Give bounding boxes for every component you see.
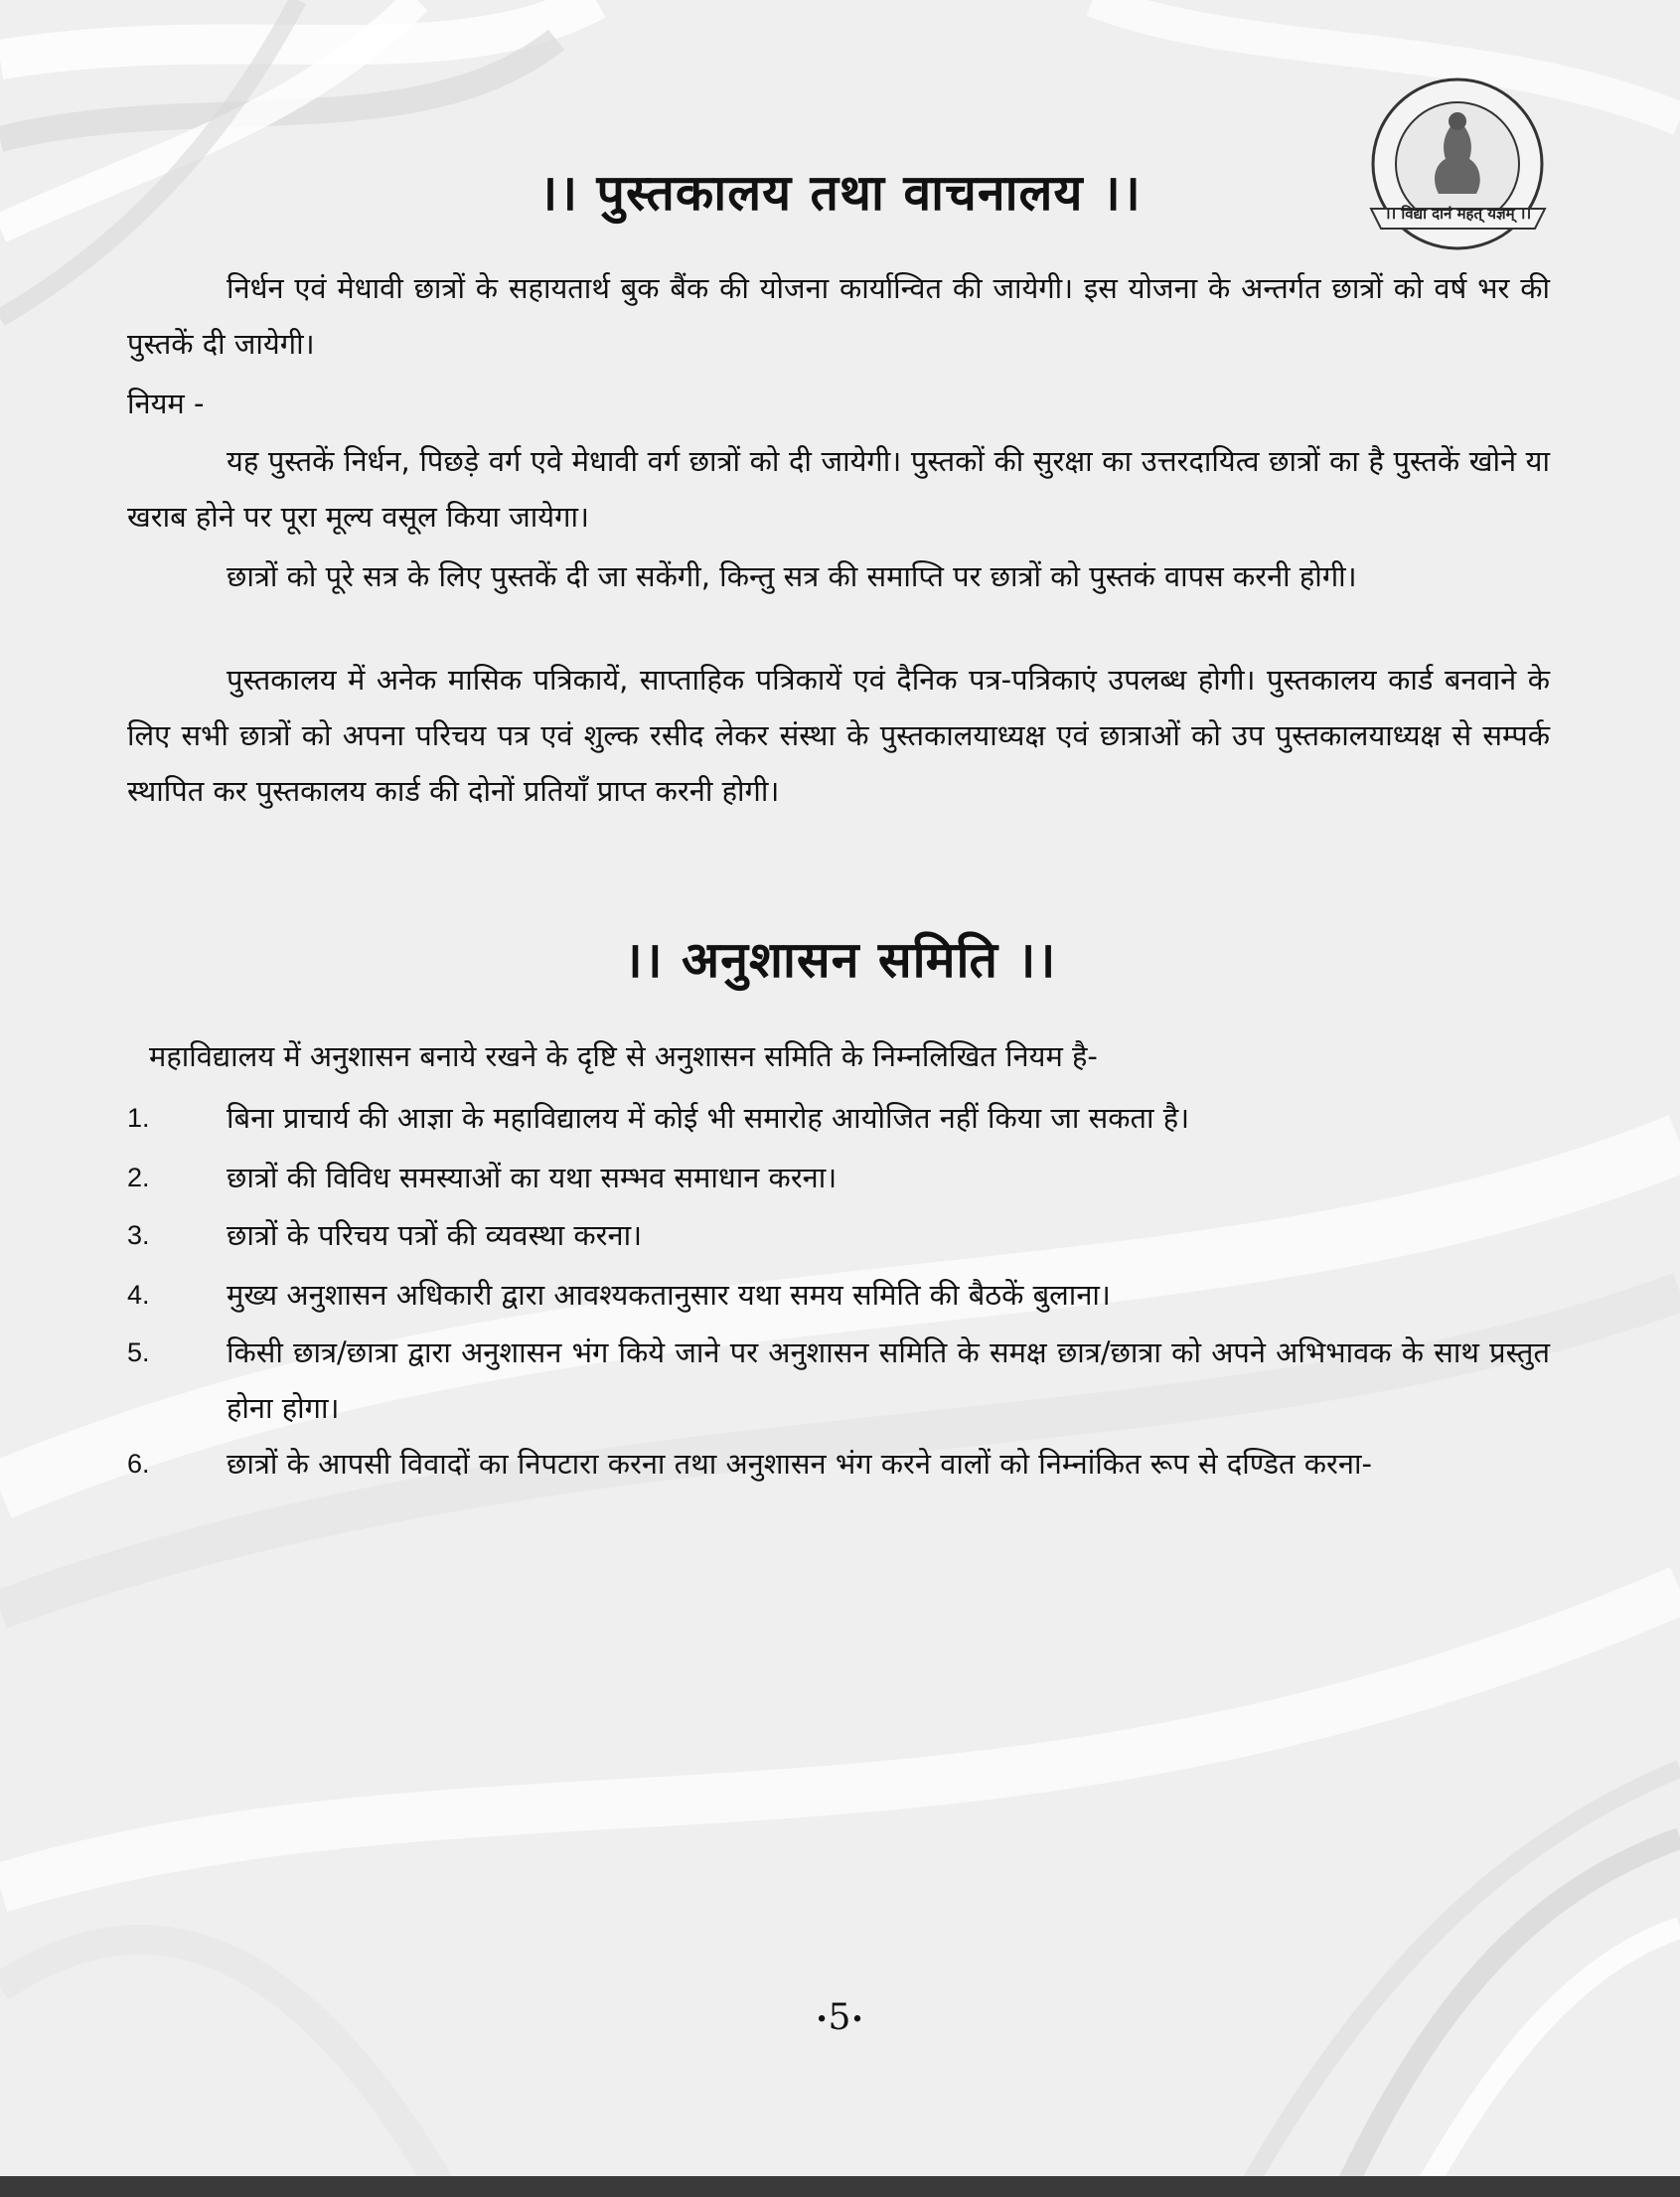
- list-item-text: छात्रों की विविध समस्याओं का यथा सम्भव समाधान करना।: [227, 1161, 838, 1194]
- list-item-number: 5.: [127, 1337, 150, 1367]
- library-rule-paragraph-1: यह पुस्तकें निर्धन, पिछड़े वर्ग एवे मेधावी वर्ग छात्रों को दी जायेगी। पुस्तकों की सुरक्षा का उत्तरदायित्व छात्रों का है पुस्तकें खोने या खराब होने पर पूरा मूल्य वसूल किया जायेगा।: [127, 444, 1550, 534]
- list-item: [127, 1436, 1550, 1547]
- list-item-number: 2.: [127, 1163, 150, 1192]
- list-item-number: 3.: [127, 1220, 150, 1250]
- list-item-number: 4.: [127, 1280, 150, 1310]
- library-intro-paragraph: निर्धन एवं मेधावी छात्रों के सहायतार्थ बुक बैंक की योजना कार्यान्वित की जायेगी। इस योजना के अन्तर्गत छात्रों को वर्ष भर की पुस्तकें दी जायेगी।: [127, 271, 1550, 361]
- page-number-right-dot: •: [850, 2007, 864, 2033]
- page-number-value: 5: [828, 1997, 851, 2038]
- page-number-left-dot: •: [815, 2007, 829, 2033]
- list-item-text: छात्रों के आपसी विवादों का निपटारा करना तथा अनुशासन भंग करने वालों को निम्नांकित रूप से दण्डित करना-: [227, 1447, 1372, 1481]
- list-item-text: मुख्य अनुशासन अधिकारी द्वारा आवश्यकतानुसार यथा समय समिति की बैठकें बुलाना।: [227, 1278, 1111, 1312]
- rules-label: नियम -: [127, 387, 205, 420]
- library-rule-paragraph-2: छात्रों को पूरे सत्र के लिए पुस्तकें दी जा सकेंगी, किन्तु सत्र की समाप्ति पर छात्रों को पुस्तकं वापस करनी होगी।: [227, 559, 1357, 593]
- discipline-section-heading: ।। अनुशासन समिति ।।: [623, 931, 1057, 989]
- list-item-number: 1.: [127, 1103, 150, 1133]
- library-rule-paragraph-3: पुस्तकालय में अनेक मासिक पत्रिकायें, साप्ताहिक पत्रिकायें एवं दैनिक पत्र-पत्रिकाएं उपलब्ध होगी। पुस्तकालय कार्ड बनवाने के लिए सभी छात्रों को अपना परिचय पत्र एवं शुल्क रसीद लेकर संस्था के पुस्तकालयाध्यक्ष एवं छात्राओं को उप पुस्तकालयाध्यक्ष से सम्पर्क स्थापित कर पुस्तकालय कार्ड की दोनों प्रतियाँ प्राप्त करनी होगी।: [127, 663, 1550, 808]
- list-item-text: बिना प्राचार्य की आज्ञा के महाविद्यालय में कोई भी समारोह आयोजित नहीं किया जा सकता है।: [227, 1101, 1190, 1135]
- logo-motto: ।। विद्या दानं महत् यज्ञम् ।।: [1384, 205, 1532, 223]
- list-item-text: छात्रों के परिचय पत्रों की व्यवस्था करना।: [227, 1218, 643, 1252]
- list-item-text: किसी छात्र/छात्रा द्वारा अनुशासन भंग किये जाने पर अनुशासन समिति के समक्ष छात्र/छात्रा को अपने अभिभावक के साथ प्रस्तुत होना होगा।: [227, 1335, 1550, 1425]
- page-number: [790, 1997, 889, 2038]
- list-item: [127, 1325, 1550, 1436]
- discipline-intro: महाविद्यालय में अनुशासन बनाये रखने के दृष्टि से अनुशासन समिति के निम्नलिखित नियम है-: [149, 1039, 1098, 1073]
- list-item-number: 6.: [127, 1449, 150, 1479]
- library-section-heading: ।। पुस्तकालय तथा वाचनालय ।।: [538, 164, 1142, 222]
- bottom-scan-border: [0, 2176, 1680, 2197]
